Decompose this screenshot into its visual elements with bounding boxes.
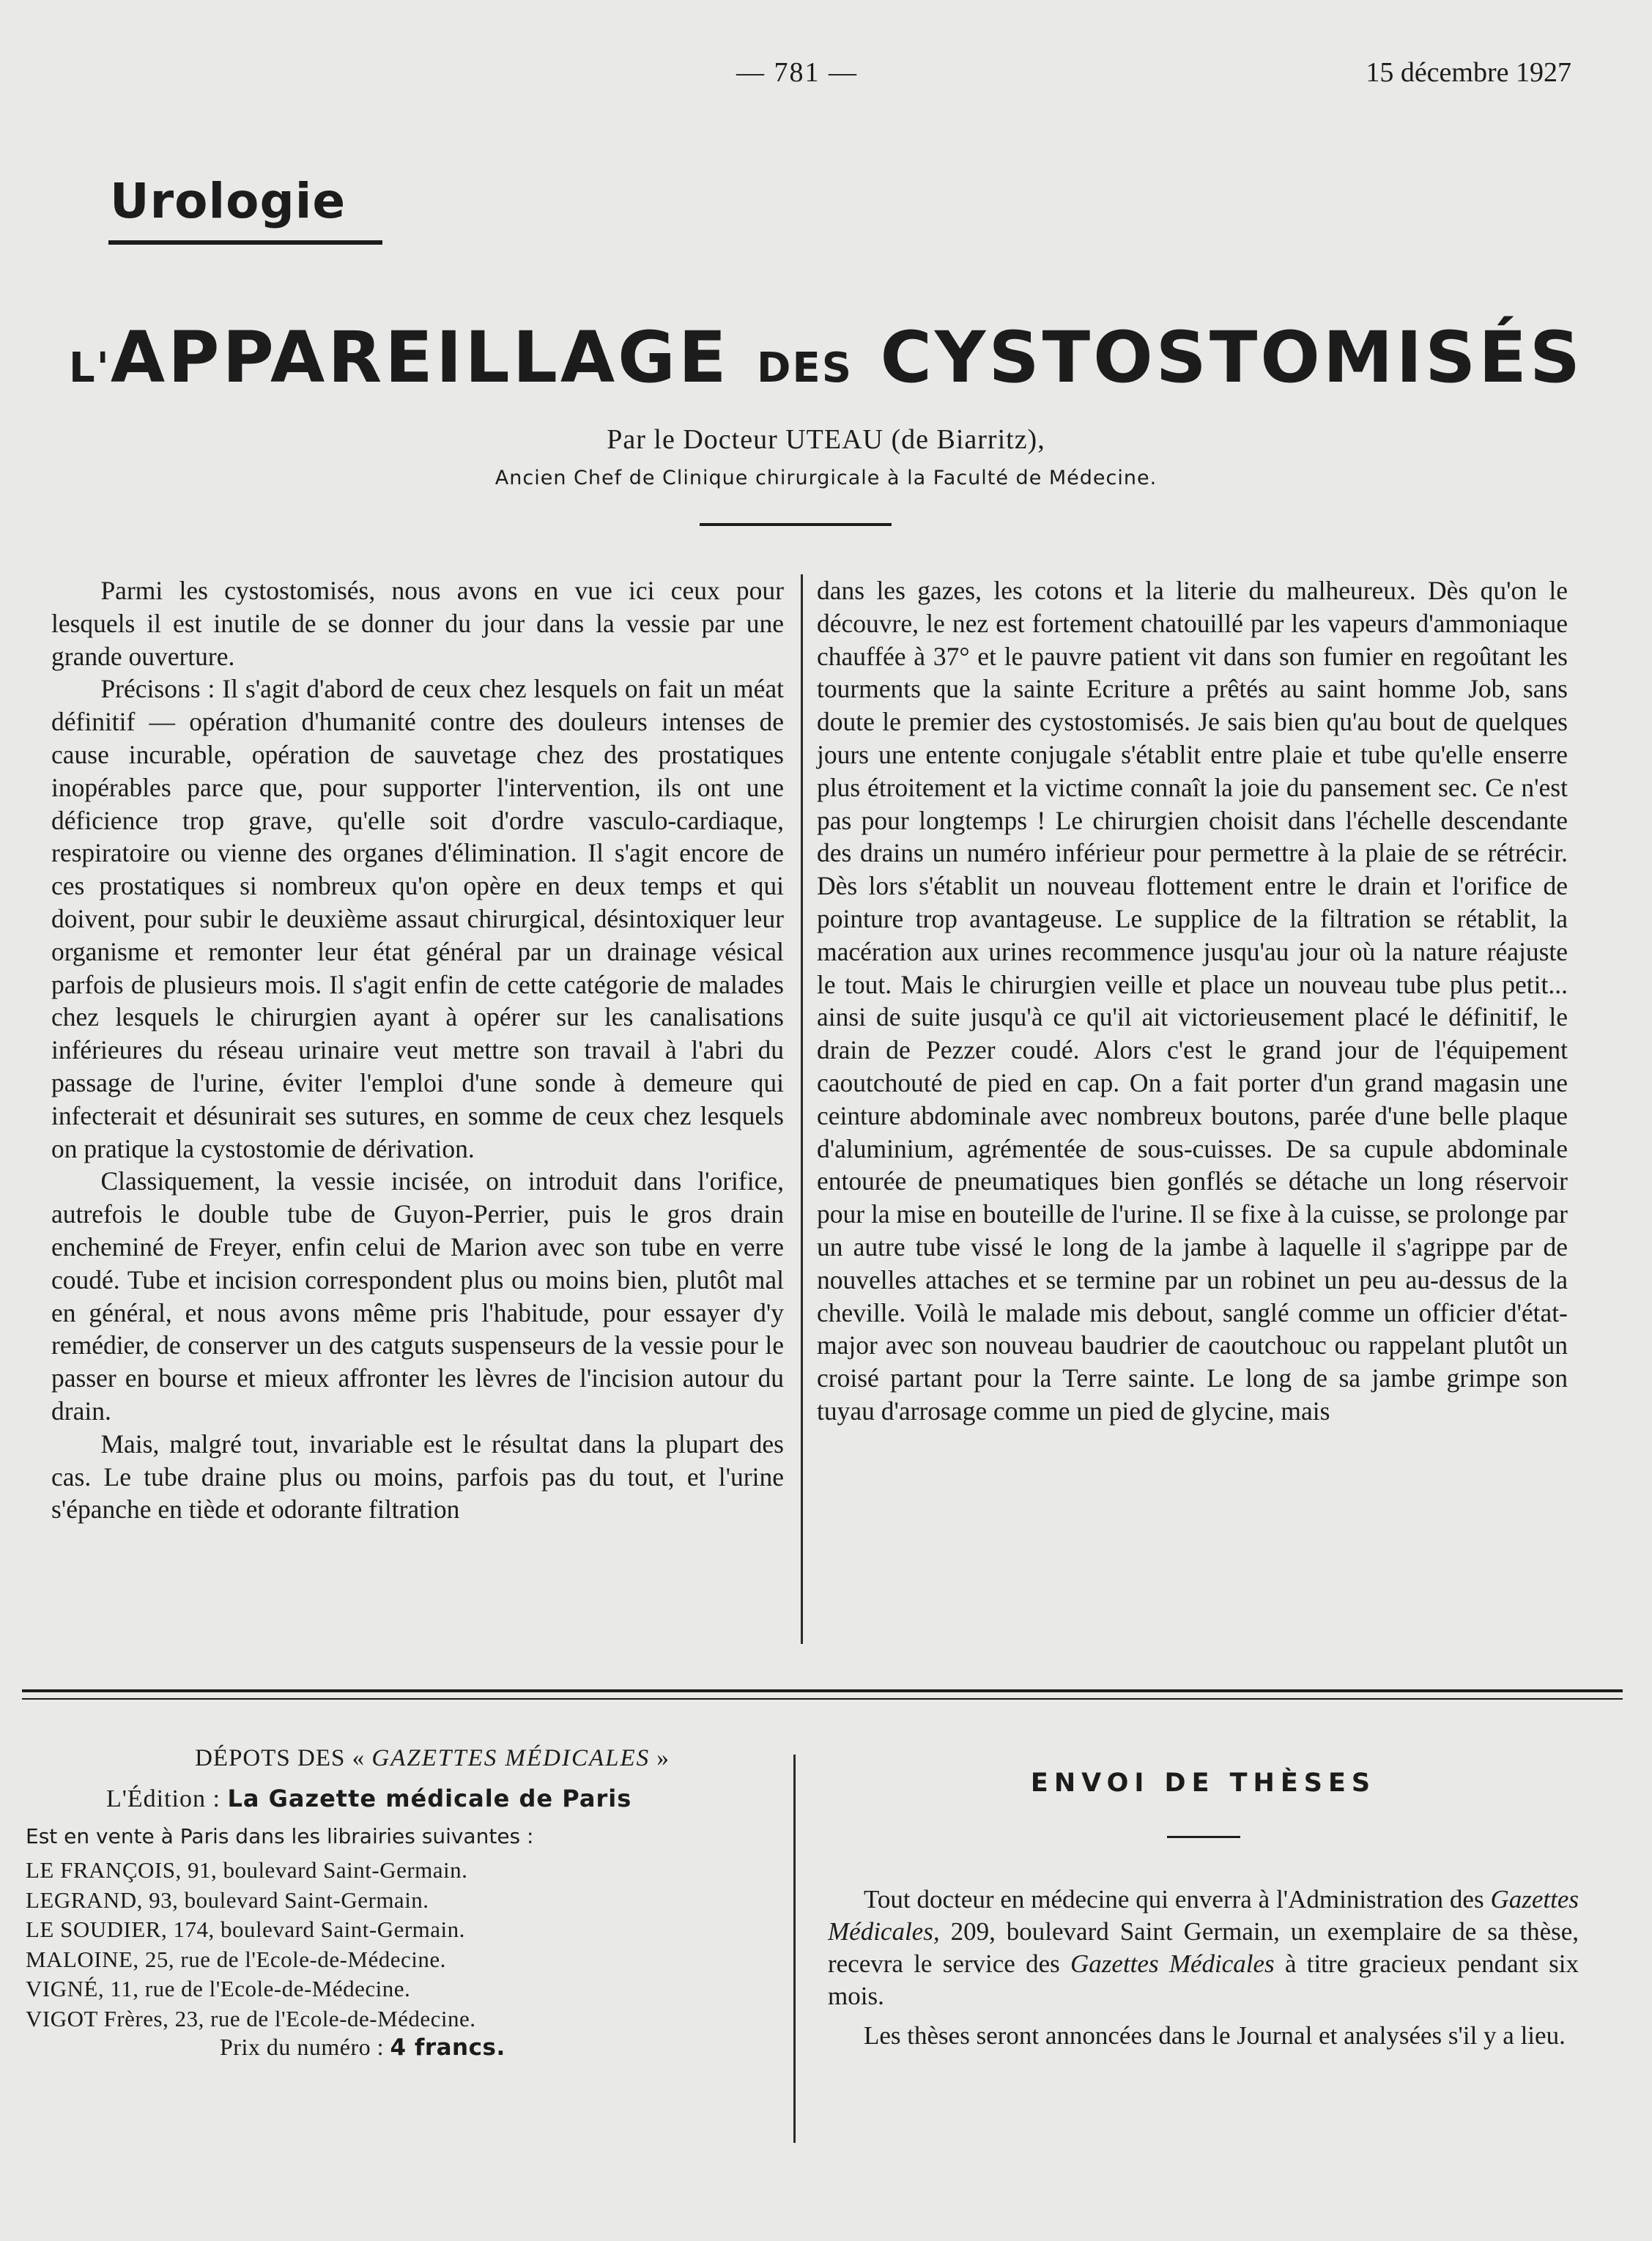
article-title-word-1: APPAREILLAGE — [110, 316, 730, 399]
section-underline — [108, 240, 382, 245]
bookshop-item: LE FRANÇOIS, 91, boulevard Saint-Germain. — [26, 1857, 468, 1883]
author-affiliation: Ancien Chef de Clinique chirurgicale à la Faculté de Médecine. — [495, 467, 1157, 489]
bookshop-item: VIGOT Frères, 23, rue de l'Ecole-de-Médecine. — [26, 2005, 476, 2031]
theses-text-italic: Gazettes Médicales — [1070, 1949, 1275, 1978]
theses-box — [828, 1755, 1579, 2052]
bookshop-item: LEGRAND, 93, boulevard Saint-Germain. — [26, 1886, 429, 1913]
bookshop-item: VIGNÉ, 11, rue de l'Ecole-de-Médecine. — [26, 1976, 411, 2001]
depots-title-prefix: DÉPOTS DES « — [195, 1745, 366, 1771]
article-title-connector: DES — [756, 344, 853, 392]
edition-line — [106, 1787, 784, 1812]
footer-separator-rule-thin — [22, 1698, 1623, 1700]
price-line — [220, 2035, 784, 2059]
article-paragraph: Mais, malgré tout, invariable est le résultat dans la plupart des cas. Le tube draine plus ou moins, parfois pas du tout, et l'urine s'épanche en tiède et odorante filtration — [51, 1429, 784, 1525]
article-paragraph: Précisons : Il s'agit d'abord de ceux chez lesquels on fait un méat définitif — opération d'humanité contre des douleurs intenses de cause incurable, opération de sauvetage chez des prostatiques inopérables parce que, pour supporter l'intervention, ils ont une déficience trop grave, qu'elle soit d'ordre vasculo-cardiaque, respiratoire ou vienne des organes d'élimination. Il s'agit encore de ces prostatiques si nombreux qu'on opère en deux temps et qui doivent, pour subir le deuxième assaut chirurgical, désintoxiquer leur organisme et remonter leur état général par un drainage vésical parfois de plusieurs mois. Il s'agit enfin de cette catégorie de malades chez lesquels le chirurgien ayant à opérer sur les canalisations inférieures du réseau urinaire veut mettre son travail à l'abri du passage de l'urine, éviter l'emploi d'une sonde à demeure qui infecterait et désunirait ses sutures, en somme de ceux chez lesquels on pratique la cystostomie de dérivation. — [51, 674, 784, 1163]
bookshop-item: LE SOUDIER, 174, boulevard Saint-Germain. — [26, 1916, 465, 1942]
price-label: Prix du numéro : — [220, 2034, 384, 2060]
theses-paragraph: Les thèses seront annoncées dans le Journal et analysées s'il y a lieu. — [864, 2021, 1566, 2050]
issue-date: 15 décembre 1927 — [1366, 57, 1571, 88]
edition-label: L'Édition : — [106, 1785, 221, 1812]
bookshop-list — [22, 1856, 784, 2034]
footer-separator-rule — [22, 1689, 1623, 1692]
theses-paragraph — [828, 1883, 1579, 2012]
column-divider — [801, 574, 803, 1644]
theses-text: Tout docteur en médecine qui enverra à l'Administration des — [864, 1885, 1484, 1914]
depots-title-suffix: » — [656, 1745, 670, 1771]
title-separator-rule — [700, 523, 892, 526]
article-column-left — [51, 574, 784, 1644]
article-paragraph: Classiquement, la vessie incisée, on introduit dans l'orifice, autrefois le double tube de Guyon-Perrier, puis le gros drain encheminé de Freyer, enfin celui de Marion avec son tube en verre coudé. Tube et incision correspondent plus ou moins bien, plutôt mal en général, et nous avons même pris l'habitude, pour essayer d'y remédier, de conserver un des catguts suspenseurs de la vessie pour le passer en bourse et mieux affronter les lèvres de l'incision autour du drain. — [51, 1166, 784, 1426]
theses-text: 209, boulevard Saint Germain, un exemplaire de sa thèse, recevra le service des — [828, 1917, 1579, 1978]
article-title-prefix: L' — [68, 344, 111, 392]
edition-name: La Gazette médicale de Paris — [227, 1785, 632, 1812]
article-title-word-2: CYSTOSTOMISÉS — [880, 316, 1584, 399]
page-number: — 781 — — [736, 57, 858, 88]
article-column-right — [817, 574, 1568, 1644]
depots-title — [81, 1747, 784, 1771]
article-paragraph: dans les gazes, les cotons et la literie du malheureux. Dès qu'on le découvre, le nez est fortement chatouillé par les vapeurs d'ammoniaque chauffée à 37° et le pauvre patient vit dans son fumier en regoûtant les tourments que la sainte Ecriture a prêtés au saint homme Job, sans doute le premier des cystostomisés. Je sais bien qu'au bout de quelques jours une entente conjugale s'établit entre plaie et tube qu'elle enserre plus étroitement et la victime connaît la joie du pansement sec. Ce n'est pas pour longtemps ! Le chirurgien choisit dans l'échelle descendante des drains un numéro inférieur pour permettre à la plaie de se rétrécir. Dès lors s'établit un nouveau flottement entre le drain et l'orifice de pointure trop avantageuse. Le supplice de la filtration se rétablit, la macération aux urines recommence jusqu'au jour où la nature réajuste le tout. Mais le chirurgien veille et place un nouveau tube plus petit... ainsi de suite jusqu'à ce qu'il ait victorieusement placé le définitif, le drain de Pezzer coudé. Alors c'est le grand jour de l'équipement caoutchouté de pied en cap. On a fait porter d'un grand magasin une ceinture abdominale avec nombreux boutons, parée d'une belle plaque d'aluminium, agrémentée de sous-cuisses. De sa cupule abdominale entourée de pneumatiques bien gonflés se détache un long réservoir pour la mise en bouteille de l'urine. Il se fixe à la cuisse, se prolonge par un autre tube vissé le long de la jambe à laquelle il s'agrippe par de nouvelles attaches et se termine par un robinet un peu au-dessus de la cheville. Voilà le malade mis debout, sanglé comme un officier d'état-major avec son nouveau baudrier de caoutchouc ou rappelant plutôt un croisé partant pour la Terre sainte. Le long de sa jambe grimpe son tuyau d'arrosage comme un pied de glycine, mais — [817, 576, 1568, 1426]
price-value: 4 francs. — [390, 2034, 505, 2061]
article-paragraph: Parmi les cystostomisés, nous avons en vue ici ceux pour lesquels il est inutile de se donner du jour dans la vessie par une grande ouverture. — [51, 576, 784, 671]
theses-title: ENVOI DE THÈSES — [1030, 1768, 1377, 1798]
box-divider — [793, 1755, 796, 2143]
depots-box — [22, 1736, 784, 2059]
article-title — [33, 316, 1619, 399]
theses-rule — [1167, 1836, 1240, 1838]
depots-title-italic: GAZETTES MÉDICALES — [371, 1745, 651, 1771]
article-byline: Par le Docteur UTEAU (de Biarritz), — [607, 424, 1045, 455]
section-title: Urologie — [110, 173, 347, 229]
theses-body — [828, 1883, 1579, 2052]
bookshop-item: MALOINE, 25, rue de l'Ecole-de-Médecine. — [26, 1946, 446, 1972]
theses-text: à titre gracieux pendant six mois. — [828, 1949, 1579, 2010]
theses-text-italic: Gazettes Médicales, — [828, 1885, 1579, 1946]
depots-intro: Est en vente à Paris dans les librairies suivantes : — [26, 1824, 534, 1848]
